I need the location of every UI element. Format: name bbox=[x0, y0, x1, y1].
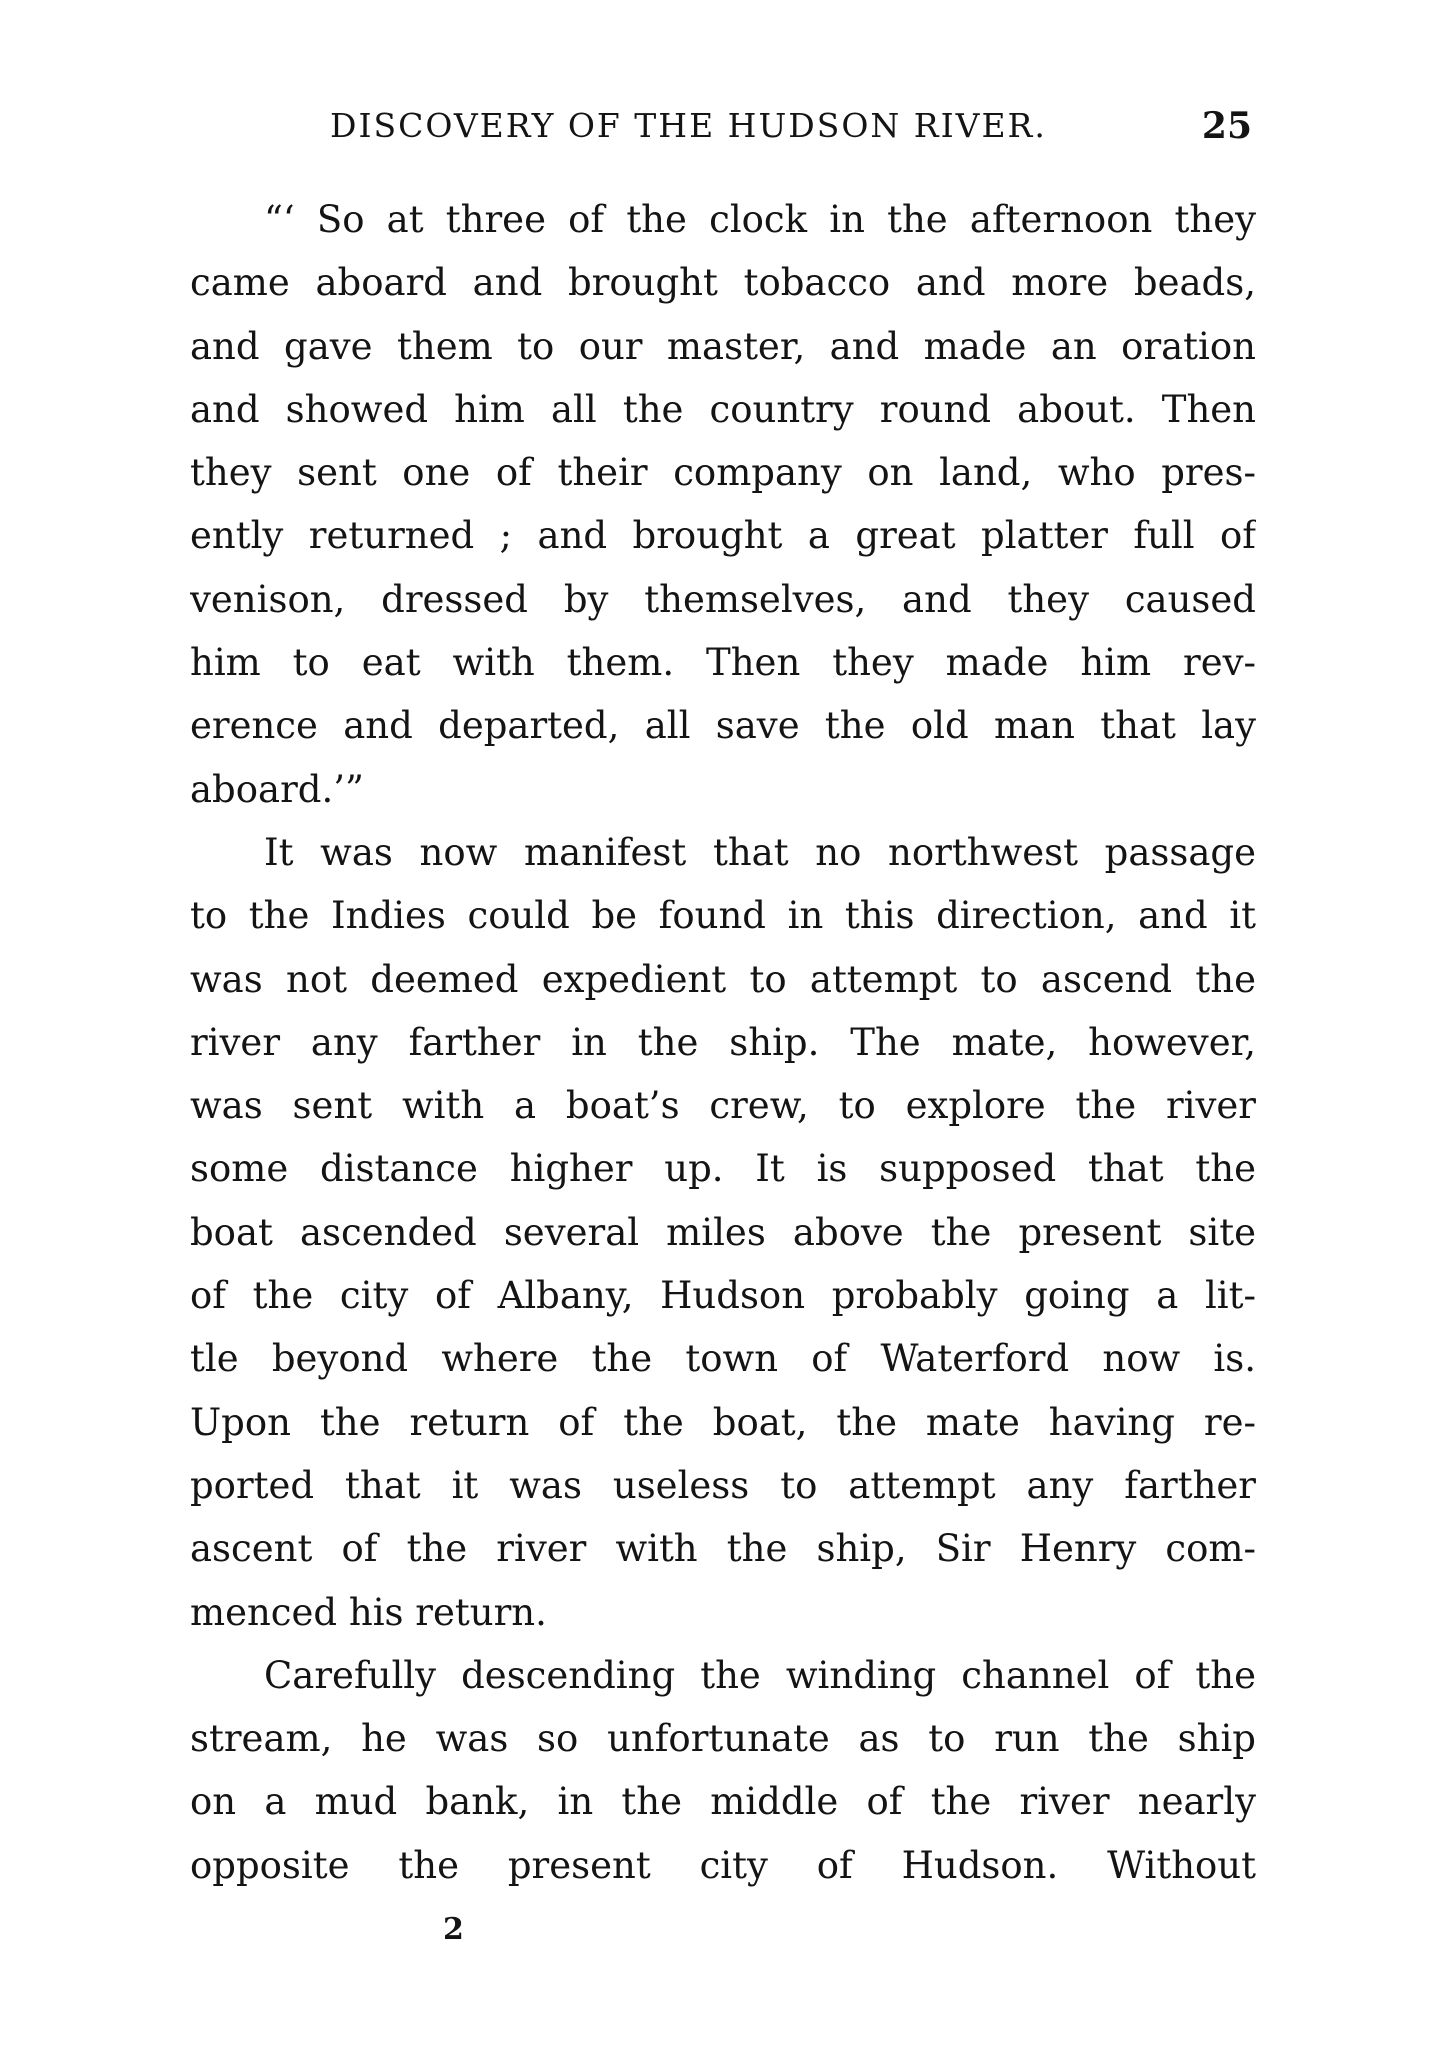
text-line: of the city of Albany, Hudson probably going a lit- bbox=[190, 1274, 1256, 1318]
text-line: tle beyond where the town of Waterford now is. bbox=[190, 1337, 1256, 1381]
text-line: on a mud bank, in the middle of the river nearly bbox=[190, 1780, 1256, 1824]
paragraph-northwest-passage bbox=[190, 821, 1256, 1644]
body-text bbox=[190, 188, 1256, 1897]
page-number: 25 bbox=[1201, 105, 1252, 147]
text-line: him to eat with them. Then they made him rev- bbox=[190, 641, 1256, 685]
text-line: to the Indies could be found in this direction, and it bbox=[190, 894, 1256, 938]
text-line: and gave them to our master, and made an oration bbox=[190, 324, 1256, 368]
text-line: Upon the return of the boat, the mate having re- bbox=[190, 1400, 1256, 1444]
text-line: “‘ So at three of the clock in the afternoon they bbox=[264, 198, 1256, 241]
text-line: boat ascended several miles above the present site bbox=[190, 1210, 1256, 1254]
text-line: venison, dressed by themselves, and they caused bbox=[190, 577, 1256, 621]
paragraph-quote bbox=[190, 188, 1256, 821]
text-line: It was now manifest that no northwest passage bbox=[264, 830, 1256, 874]
text-line: ently returned ; and brought a great platter full of bbox=[190, 514, 1256, 558]
text-line: erence and departed, all save the old man that lay bbox=[190, 704, 1256, 748]
text-line: stream, he was so unfortunate as to run the ship bbox=[190, 1717, 1256, 1761]
text-line: was sent with a boat’s crew, to explore the river bbox=[190, 1084, 1256, 1128]
text-line: some distance higher up. It is supposed that the bbox=[190, 1147, 1256, 1191]
text-line: was not deemed expedient to attempt to ascend the bbox=[190, 957, 1256, 1001]
text-line: opposite the present city of Hudson. Without bbox=[190, 1843, 1256, 1887]
text-line: and showed him all the country round about. Then bbox=[190, 387, 1256, 431]
running-head bbox=[190, 100, 1252, 152]
text-line: river any farther in the ship. The mate, however, bbox=[190, 1020, 1256, 1064]
running-head-title: DISCOVERY OF THE HUDSON RIVER. bbox=[330, 106, 1047, 145]
text-line: ported that it was useless to attempt any farther bbox=[190, 1463, 1256, 1507]
paragraph-mud-bank bbox=[190, 1644, 1256, 1897]
text-line: came aboard and brought tobacco and more beads, bbox=[190, 261, 1256, 305]
text-line: Carefully descending the winding channel of the bbox=[264, 1653, 1256, 1697]
text-line: ascent of the river with the ship, Sir Henry com- bbox=[190, 1527, 1256, 1571]
text-line: they sent one of their company on land, who pres- bbox=[190, 451, 1256, 495]
text-line: menced his return. bbox=[190, 1590, 547, 1634]
text-line: aboard.’” bbox=[190, 767, 364, 811]
signature-mark: 2 bbox=[443, 1912, 464, 1947]
